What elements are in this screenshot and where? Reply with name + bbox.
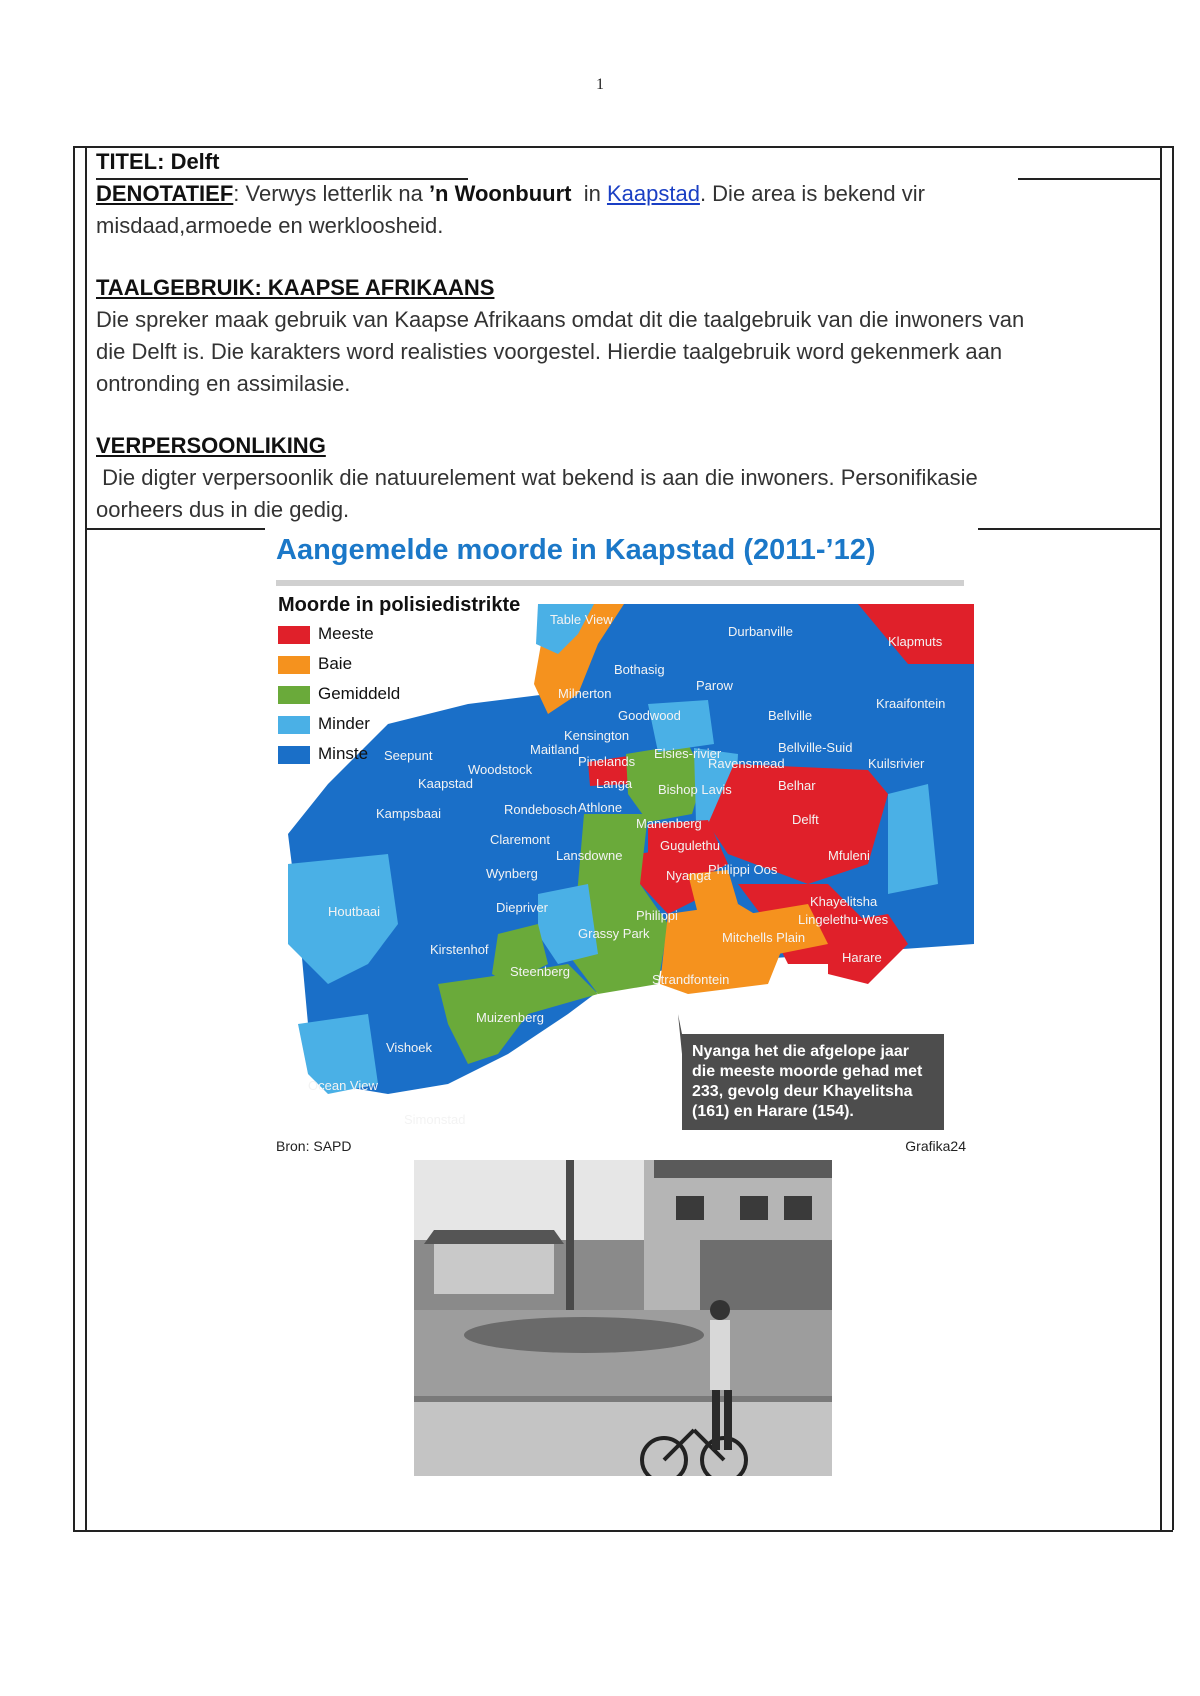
district-label: Kensington bbox=[564, 728, 630, 743]
district-label: Langa bbox=[596, 776, 633, 791]
district-label: Nyanga bbox=[666, 868, 711, 883]
district-label: Kampsbaai bbox=[376, 806, 442, 821]
district-label: Grassy Park bbox=[578, 926, 650, 941]
titel-value: Delft bbox=[170, 149, 220, 174]
taalgebruik-heading: TAALGEBRUIK: KAAPSE AFRIKAANS bbox=[96, 275, 495, 300]
district-label: Elsies-rivier bbox=[654, 746, 722, 761]
legend-item-minder bbox=[278, 714, 370, 734]
kaapstad-link[interactable]: Kaapstad bbox=[606, 181, 700, 206]
district-label: Harare bbox=[842, 950, 882, 965]
district-label: Gugulethu bbox=[660, 838, 720, 853]
table-border-right-inner bbox=[1160, 146, 1162, 1530]
page-number: 1 bbox=[596, 76, 604, 93]
district-label: Muizenberg bbox=[476, 1010, 544, 1025]
verpersoonliking-line-2: oorheers dus in die gedig. bbox=[96, 497, 350, 522]
denotatief-text-before: : Verwys letterlik na bbox=[233, 181, 429, 206]
district-label: Athlone bbox=[578, 800, 623, 815]
district-label: Philippi bbox=[636, 908, 678, 923]
district-label: Lingelethu-Wes bbox=[798, 912, 889, 927]
legend-label: Baie bbox=[318, 654, 353, 673]
verpersoonliking-heading: VERPERSOONLIKING bbox=[96, 433, 326, 458]
district-label: Lansdowne bbox=[556, 848, 623, 863]
denotatief-line-2: misdaad,armoede en werkloosheid. bbox=[96, 213, 444, 238]
table-border-left-inner bbox=[85, 146, 87, 1530]
district-label: Mfuleni bbox=[828, 848, 870, 863]
murder-map-infographic bbox=[268, 528, 974, 1154]
district-label: Khayelitsha bbox=[810, 894, 878, 909]
legend-title: Moorde in polisiedistrikte bbox=[278, 594, 521, 616]
street-photo-drawing bbox=[414, 1160, 832, 1476]
taalgebruik-line-3: ontronding en assimilasie. bbox=[96, 371, 351, 396]
district-label: Bellville bbox=[768, 708, 813, 723]
denotatief-line-1 bbox=[96, 178, 925, 210]
legend-swatch-green bbox=[278, 686, 310, 704]
district-label: Simonstad bbox=[404, 1112, 466, 1127]
legend-label: Gemiddeld bbox=[318, 684, 401, 703]
district-label: Klapmuts bbox=[888, 634, 943, 649]
legend-item-minste bbox=[278, 744, 368, 764]
district-label: Bellville-Suid bbox=[778, 740, 853, 755]
district-label: Wynberg bbox=[486, 866, 538, 881]
table-border-bottom bbox=[73, 1530, 1173, 1532]
table-border-right-outer bbox=[1172, 146, 1174, 1530]
taalgebruik-line-2: die Delft is. Die karakters word realisties voorgestel. Hierdie taalgebruik word gekenmerk aan bbox=[96, 339, 1003, 364]
district-label: Claremont bbox=[490, 832, 550, 847]
district-label: Parow bbox=[696, 678, 733, 693]
district-label: Kraaifontein bbox=[876, 696, 946, 711]
district-label: Houtbaai bbox=[328, 904, 381, 919]
denotatief-bold-term: ’n Woonbuurt bbox=[428, 181, 572, 206]
table-border-left-outer bbox=[73, 146, 75, 1530]
district-label: Durbanville bbox=[728, 624, 794, 639]
district-label: Belhar bbox=[778, 778, 816, 793]
map-title: Aangemelde moorde in Kaapstad (2011-’12) bbox=[276, 534, 876, 566]
district-label: Bishop Lavis bbox=[658, 782, 732, 797]
table-row-divider-2b bbox=[978, 528, 1160, 530]
district-label: Milnerton bbox=[558, 686, 612, 701]
district-label: Mitchells Plain bbox=[722, 930, 806, 945]
district-label: Woodstock bbox=[468, 762, 533, 777]
district-label: Ravensmead bbox=[708, 756, 785, 771]
legend-swatch-orange bbox=[278, 656, 310, 674]
delft-street-photo bbox=[414, 1160, 832, 1476]
legend-swatch-light-blue bbox=[278, 716, 310, 734]
table-border-top bbox=[73, 146, 1173, 148]
district-label: Pinelands bbox=[578, 754, 636, 769]
verpersoonliking-line-1: Die digter verpersoonlik die natuurelement wat bekend is aan die inwoners. Personifikasie bbox=[96, 465, 978, 490]
table-row-divider-1b bbox=[1018, 178, 1160, 180]
district-label: Maitland bbox=[530, 742, 580, 757]
denotatief-heading: DENOTATIEF bbox=[96, 181, 234, 206]
district-label: Seepunt bbox=[384, 748, 433, 763]
denotatief-text-after: . Die area is bekend vir bbox=[699, 181, 925, 206]
district-label: Kaapstad bbox=[418, 776, 473, 791]
district-label: Kirstenhof bbox=[430, 942, 489, 957]
district-label: Philippi Oos bbox=[708, 862, 778, 877]
district-label: Ocean View bbox=[308, 1078, 378, 1093]
legend-item-baie bbox=[278, 654, 352, 674]
district-label: Diepriver bbox=[496, 900, 549, 915]
district-label: Steenberg bbox=[510, 964, 570, 979]
titel-line bbox=[96, 146, 219, 178]
map-callout: Nyanga het die afgelope jaar die meeste moorde gehad met 233, gevolg deur Khayelitsha (161) en Harare (154). bbox=[682, 1034, 944, 1130]
titel-label: TITEL: bbox=[96, 149, 165, 174]
taalgebruik-line-1: Die spreker maak gebruik van Kaapse Afrikaans omdat dit die taalgebruik van die inwoners van bbox=[96, 307, 1025, 332]
legend-item-gemiddeld bbox=[278, 684, 400, 704]
district-label: Delft bbox=[792, 812, 819, 827]
legend-item-meeste bbox=[278, 624, 374, 644]
district-label: Vishoek bbox=[386, 1040, 433, 1055]
map-source: Bron: SAPD bbox=[276, 1138, 352, 1154]
district-label: Goodwood bbox=[618, 708, 681, 723]
legend-label: Minste bbox=[318, 744, 369, 763]
district-label: Strandfontein bbox=[652, 972, 730, 987]
district-label: Bothasig bbox=[614, 662, 665, 677]
map-credit: Grafika24 bbox=[905, 1138, 966, 1154]
district-label: Manenberg bbox=[636, 816, 702, 831]
legend-label: Meeste bbox=[318, 624, 374, 643]
table-row-divider-2 bbox=[85, 528, 265, 530]
district-label: Rondebosch bbox=[504, 802, 577, 817]
denotatief-text-mid: in bbox=[571, 181, 607, 206]
district-label: Kuilsrivier bbox=[868, 756, 925, 771]
district-label: Table View bbox=[550, 612, 613, 627]
legend-swatch-blue bbox=[278, 746, 310, 764]
legend-label: Minder bbox=[318, 714, 370, 733]
legend-swatch-red bbox=[278, 626, 310, 644]
